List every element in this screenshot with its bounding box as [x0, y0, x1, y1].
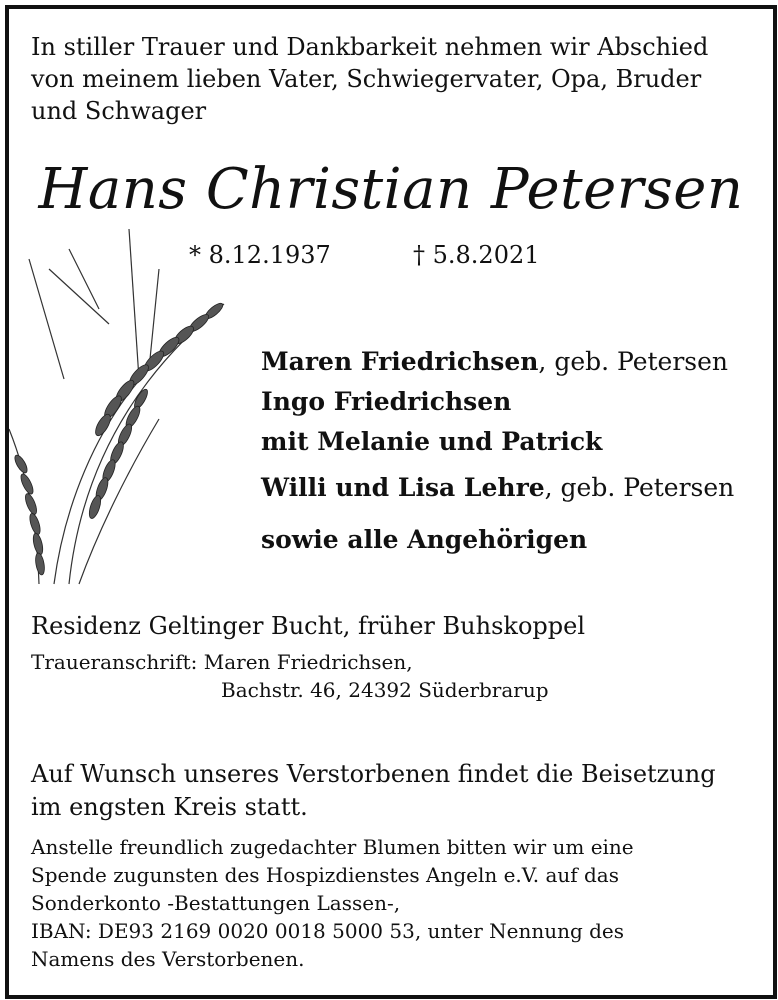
- intro-line-3: und Schwager: [31, 97, 207, 125]
- survivors-list: [261, 342, 734, 560]
- donation-notice: [31, 833, 761, 973]
- donation-line-2: Spende zugunsten des Hospizdienstes Angeln e.V. auf das: [31, 863, 619, 887]
- intro-line-2: von meinem lieben Vater, Schwiegervater, Opa, Bruder: [31, 65, 702, 93]
- burial-notice: [31, 758, 761, 824]
- intro-line-1: In stiller Trauer und Dankbarkeit nehmen wir Abschied: [31, 33, 709, 61]
- survivor-maren-name: Maren Friedrichsen: [261, 347, 539, 376]
- survivor-ingo-family: mit Melanie und Patrick: [261, 427, 603, 456]
- intro-text: [31, 31, 751, 127]
- mourning-address-label: Traueranschrift: Maren Friedrichsen,: [31, 650, 413, 674]
- donation-line-5: Namens des Verstorbenen.: [31, 947, 305, 971]
- survivor-willi: [261, 468, 734, 508]
- deceased-name: Hans Christian Petersen: [38, 157, 744, 222]
- survivor-ingo: Ingo Friedrichsen: [261, 387, 512, 416]
- burial-line-1: Auf Wunsch unseres Verstorbenen findet die Beisetzung: [31, 760, 716, 788]
- donation-line-4: IBAN: DE93 2169 0020 0018 5000 53, unter Nennung des: [31, 919, 625, 943]
- wheat-illustration: [9, 229, 239, 589]
- mourning-address-street: Bachstr. 46, 24392 Süderbrarup: [221, 678, 549, 702]
- burial-line-2: im engsten Kreis statt.: [31, 793, 308, 821]
- birth-date: * 8.12.1937: [189, 241, 331, 269]
- survivor-willi-name: Willi und Lisa Lehre: [261, 473, 545, 502]
- survivor-maren-suffix: , geb. Petersen: [538, 347, 729, 376]
- survivor-others: sowie alle Angehörigen: [261, 525, 588, 554]
- survivor-maren: [261, 342, 734, 382]
- donation-line-3: Sonderkonto -Bestattungen Lassen-,: [31, 891, 401, 915]
- death-date: † 5.8.2021: [413, 241, 540, 269]
- obituary-notice: [5, 5, 777, 999]
- donation-line-1: Anstelle freundlich zugedachter Blumen bitten wir um eine: [31, 835, 634, 859]
- survivor-willi-suffix: , geb. Petersen: [544, 473, 735, 502]
- residence-text: Residenz Geltinger Bucht, früher Buhskoppel: [31, 612, 585, 640]
